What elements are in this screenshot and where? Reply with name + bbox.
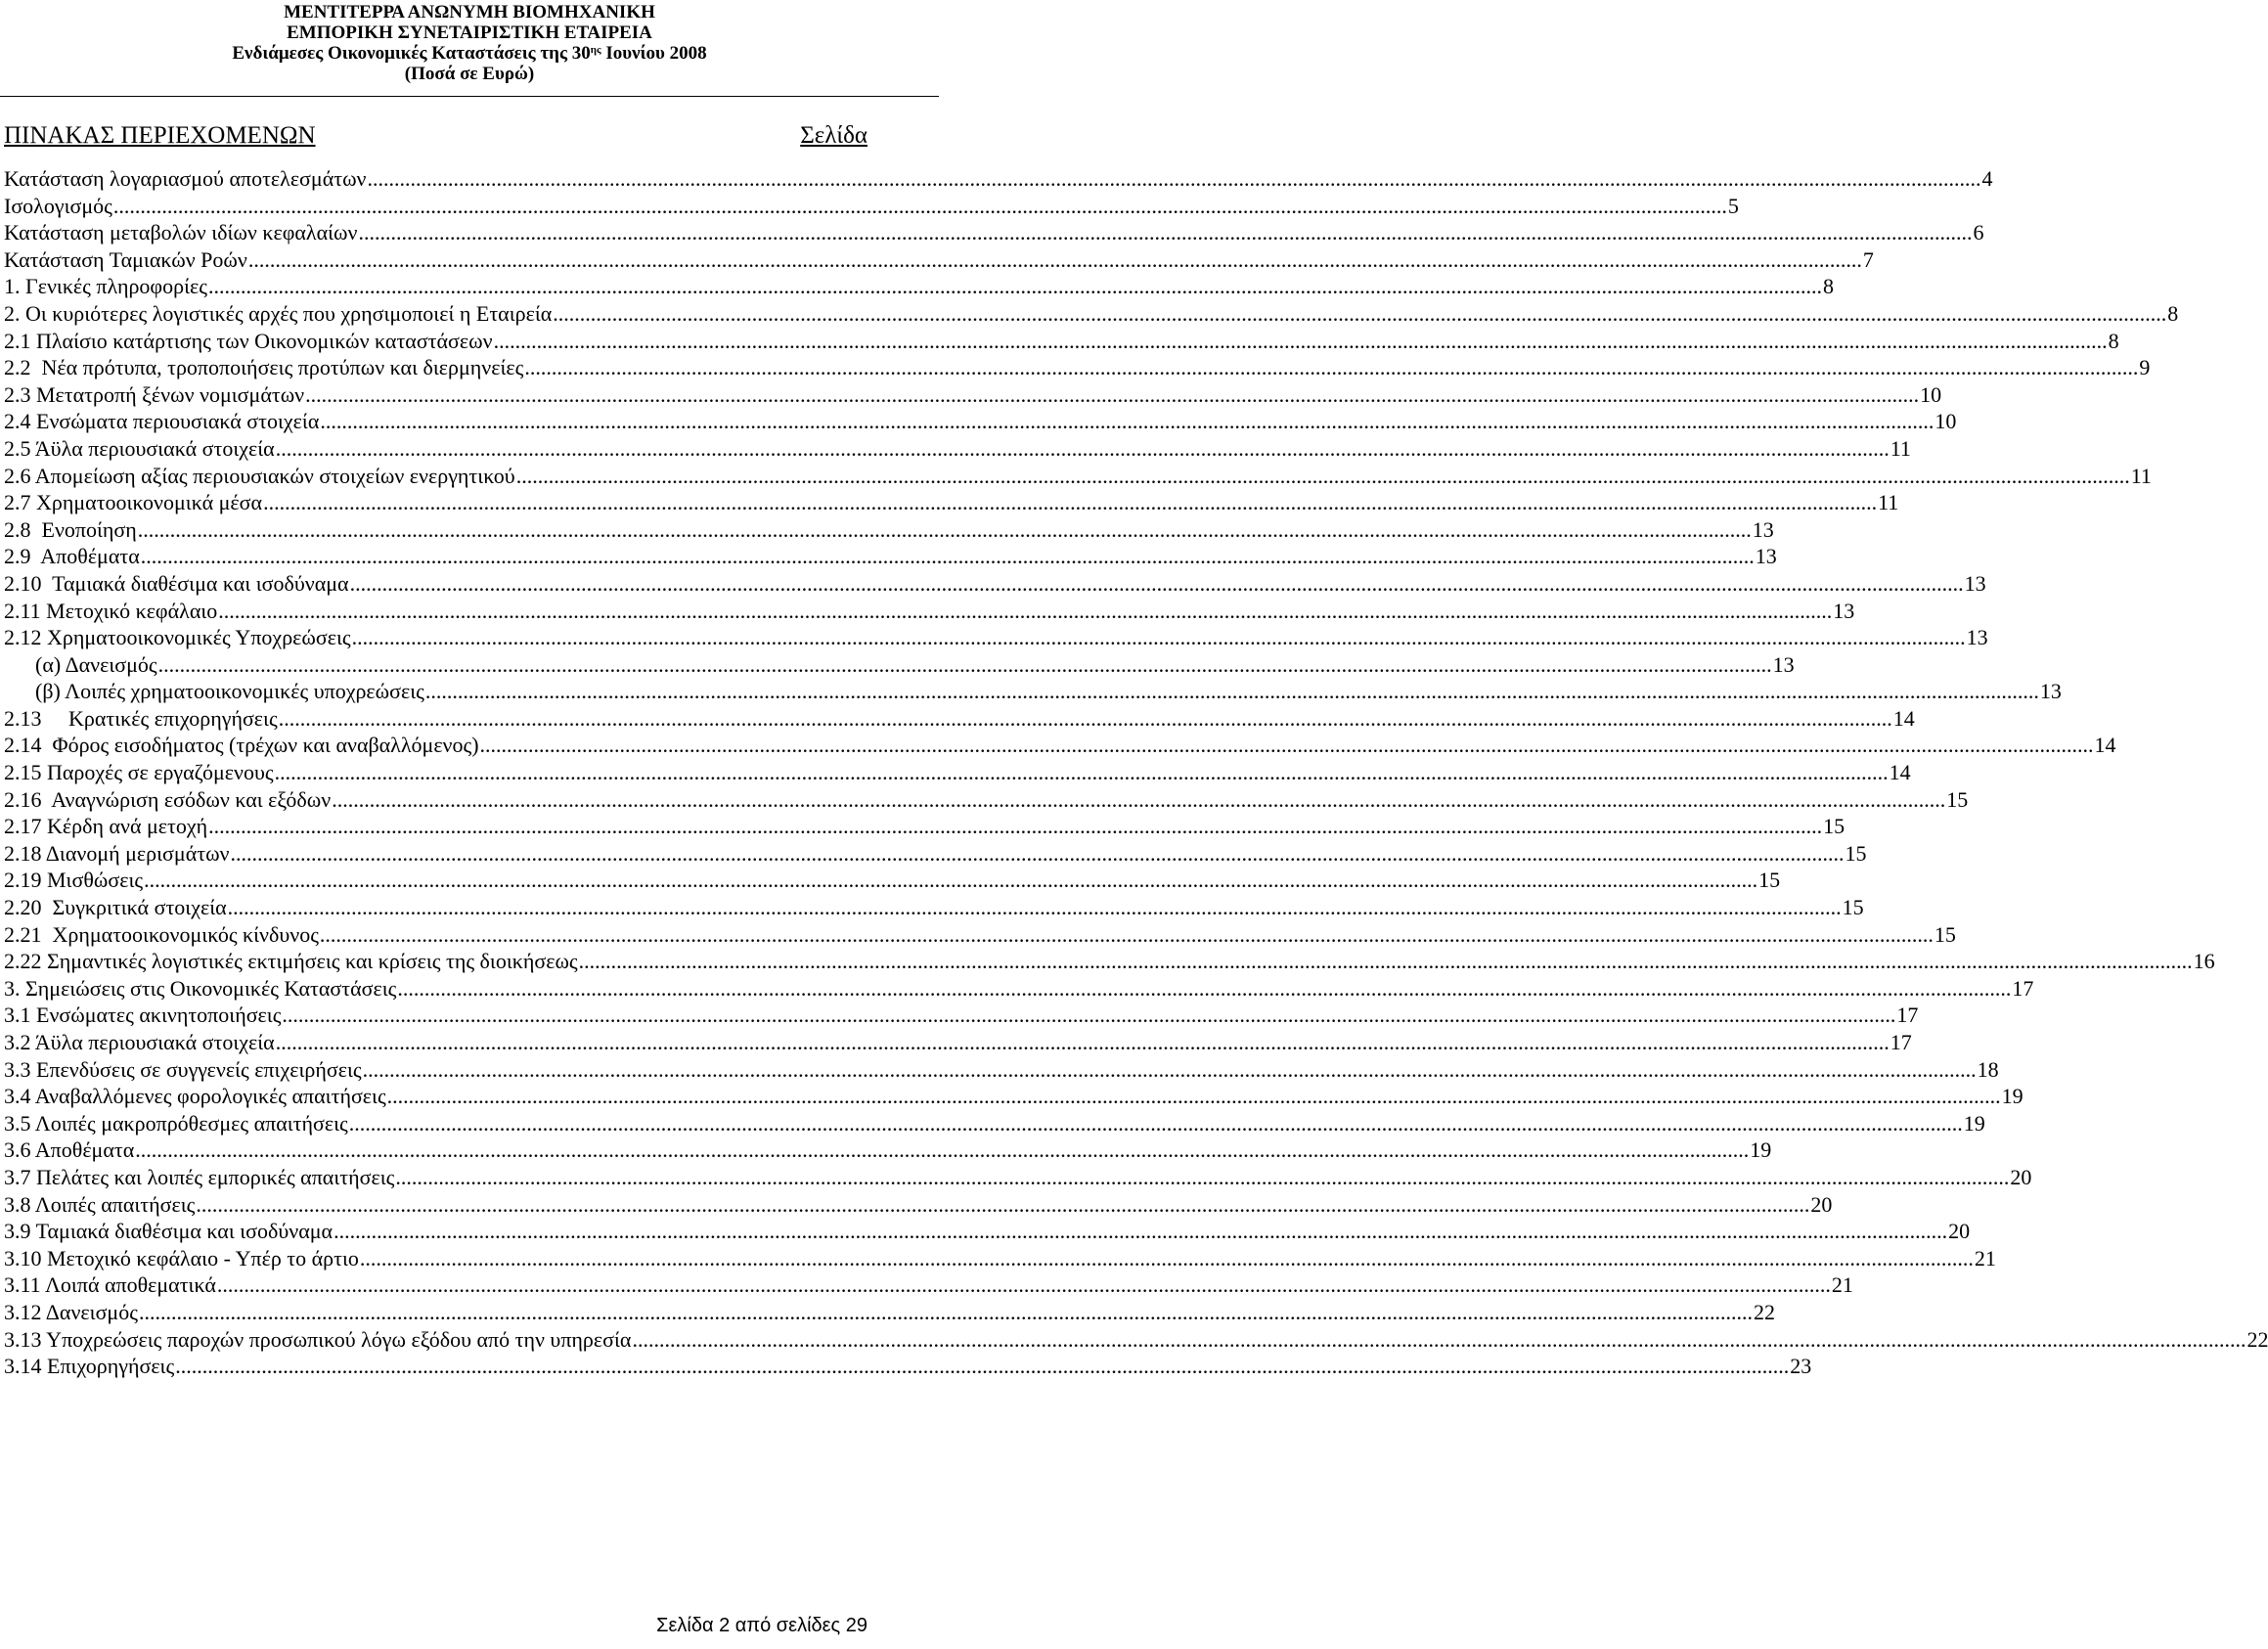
toc-entry[interactable] [4,273,1834,300]
toc-entry[interactable] [4,1299,1775,1326]
toc-entry[interactable] [4,219,1984,246]
toc-entry-label: Κατάσταση μεταβολών ιδίων κεφαλαίων [4,220,358,245]
toc-dot-leader: ............................................................................................................................................................................................................................................................................................................ [218,598,1833,623]
toc-entry[interactable] [4,678,2062,705]
toc-entry[interactable] [4,489,1899,516]
toc-entry-page-number: 21 [1974,1245,1996,1270]
toc-entry-label: 2.6 Απομείωση αξίας περιουσιακών στοιχείων ενεργητικού [4,463,515,488]
toc-dot-leader: ............................................................................................................................................................................................................................................................................................................ [135,1137,1750,1163]
toc-entry-label: 2.9 Αποθέματα [4,544,140,569]
toc-entry-page-number: 17 [1890,1030,1912,1054]
toc-entry-page-number: 8 [2167,300,2179,326]
toc-entry-label: 3.13 Υποχρεώσεις παροχών προσωπικού λόγω εξόδου από την υπηρεσία [4,1326,632,1352]
toc-entry-page-number: 22 [1753,1299,1775,1324]
toc-entry-label: 3.12 Δανεισμός [4,1299,138,1324]
toc-entry-label: (α) Δανεισμός [35,651,157,677]
toc-entry[interactable] [4,193,1739,220]
toc-dot-leader: ............................................................................................................................................................................................................................................................................................................ [578,949,2193,974]
toc-entry-label: 2.13 Κρατικές επιχορηγήσεις [4,705,278,731]
toc-page-column-title: Σελίδα [800,122,867,149]
toc-entry[interactable] [4,1056,1999,1084]
toc-entry-label: 3. Σημειώσεις στις Οικονομικές Καταστάσεις [4,975,397,1001]
toc-dot-leader: ............................................................................................................................................................................................................................................................................................................ [216,1272,1831,1298]
toc-dot-leader: ............................................................................................................................................................................................................................................................................................................ [424,679,2039,704]
toc-entry-page-number: 14 [2094,733,2116,758]
toc-dot-leader: ............................................................................................................................................................................................................................................................................................................ [358,220,1973,245]
toc-entry[interactable] [4,463,2152,490]
toc-entry-label: 3.6 Αποθέματα [4,1137,135,1163]
toc-dot-leader: ............................................................................................................................................................................................................................................................................................................ [319,921,1934,947]
toc-entry-label: 2.19 Μισθώσεις [4,868,144,893]
toc-entry[interactable] [4,651,1795,679]
toc-dot-leader: ............................................................................................................................................................................................................................................................................................................ [386,1084,2001,1109]
toc-entry[interactable] [4,1083,2023,1110]
toc-entry-label: 2.10 Ταμιακά διαθέσιμα και ισοδύναμα [4,570,349,596]
toc-entry-page-number: 22 [2246,1326,2268,1352]
toc-entry[interactable] [4,1245,1996,1272]
toc-entry-page-number: 10 [1934,409,1957,434]
toc-entry[interactable] [4,1353,1812,1380]
toc-dot-leader: ............................................................................................................................................................................................................................................................................................................ [112,193,1727,218]
toc-entry-label: 3.10 Μετοχικό κεφάλαιο - Υπέρ το άρτιο [4,1245,359,1270]
toc-entry-page-number: 15 [1842,895,1864,920]
toc-entry-label: 3.11 Λοιπά αποθεματικά [4,1272,216,1298]
toc-entry[interactable] [4,543,1777,570]
toc-entry-page-number: 20 [1810,1191,1833,1217]
toc-entry-page-number: 11 [1878,490,1899,515]
toc-entry-page-number: 17 [2012,975,2034,1001]
toc-entry[interactable] [4,975,2034,1003]
toc-entry-label: Κατάσταση λογαριασμού αποτελεσμάτων [4,166,367,191]
toc-entry[interactable] [4,1136,1772,1164]
toc-entry[interactable] [4,300,2179,328]
toc-entry-label: 3.3 Επενδύσεις σε συγγενείς επιχειρήσεις [4,1056,362,1082]
toc-dot-leader: ............................................................................................................................................................................................................................................................................................................ [208,814,1823,839]
toc-dot-leader: ............................................................................................................................................................................................................................................................................................................ [230,840,1845,866]
header-divider [0,96,939,97]
company-name-line2: ΕΜΠΟΡΙΚΗ ΣΥΝΕΤΑΙΡΙΣΤΙΚΗ ΕΤΑΙΡΕΙΑ [287,22,652,43]
toc-entry-page-number: 13 [2039,679,2062,704]
toc-dot-leader: ............................................................................................................................................................................................................................................................................................................ [479,733,2094,758]
toc-entry-label: 3.7 Πελάτες και λοιπές εμπορικές απαιτήσεις [4,1164,395,1189]
toc-entry-label: 1. Γενικές πληροφορίες [4,274,207,299]
toc-dot-leader: ............................................................................................................................................................................................................................................................................................................ [137,516,1752,542]
toc-entry[interactable] [4,570,1986,598]
toc-entry-page-number: 16 [2193,949,2215,974]
toc-entry[interactable] [4,1029,1912,1056]
toc-dot-leader: ............................................................................................................................................................................................................................................................................................................ [351,625,1966,650]
toc-dot-leader: ............................................................................................................................................................................................................................................................................................................ [275,1030,1890,1054]
toc-dot-leader: ............................................................................................................................................................................................................................................................................................................ [278,705,1892,731]
toc-entry[interactable] [4,1164,2032,1191]
toc-entry-label: 2.21 Χρηματοοικονομικός κίνδυνος [4,921,319,947]
toc-dot-leader: ............................................................................................................................................................................................................................................................................................................ [359,1245,1974,1270]
toc-dot-leader: ............................................................................................................................................................................................................................................................................................................ [144,868,1758,893]
toc-entry[interactable] [4,867,1781,894]
toc-entry-page-number: 8 [1822,274,1834,299]
toc-dot-leader: ............................................................................................................................................................................................................................................................................................................ [395,1164,2010,1189]
toc-entry-page-number: 8 [2108,328,2119,353]
toc-entry[interactable] [4,813,1846,840]
toc-entry[interactable] [4,1271,1853,1299]
toc-entry-page-number: 11 [2130,463,2152,488]
report-title: Ενδιάμεσες Οικονομικές Καταστάσεις της $30^{\eta\varsigma}$ Ιουνίου 2008 [232,43,707,64]
toc-entry[interactable] [4,1002,1919,1029]
toc-entry-label: 2.4 Ενσώματα περιουσιακά στοιχεία [4,409,320,434]
toc-entry-label: 3.1 Ενσώματες ακινητοποιήσεις [4,1003,282,1028]
toc-entry[interactable] [4,786,1969,814]
toc-dot-leader: ............................................................................................................................................................................................................................................................................................................ [305,381,1920,407]
toc-entry-label: 2.11 Μετοχικό κεφάλαιο [4,598,218,623]
toc-entry[interactable] [4,1110,1985,1137]
toc-entry[interactable] [4,705,1915,733]
toc-dot-leader: ............................................................................................................................................................................................................................................................................................................ [348,1110,1963,1136]
toc-entry-label: 2.20 Συγκριτικά στοιχεία [4,895,227,920]
toc-entry-page-number: 13 [1755,544,1777,569]
toc-dot-leader: ............................................................................................................................................................................................................................................................................................................ [140,544,1755,569]
toc-entry-page-number: 5 [1727,193,1739,218]
toc-dot-leader: ............................................................................................................................................................................................................................................................................................................ [274,760,1889,785]
toc-entry-page-number: 19 [1750,1137,1772,1163]
toc-entry-page-number: 6 [1973,220,1984,245]
toc-entry[interactable] [4,598,1855,625]
toc-dot-leader: ............................................................................................................................................................................................................................................................................................................ [332,786,1946,812]
toc-entry-label: 2.8 Ενοποίηση [4,516,137,542]
toc-entry-label: 2.3 Μετατροπή ξένων νομισμάτων [4,381,305,407]
toc-entry[interactable] [4,732,2116,759]
toc-dot-leader: ............................................................................................................................................................................................................................................................................................................ [632,1326,2246,1352]
toc-dot-leader: ............................................................................................................................................................................................................................................................................................................ [334,1219,1948,1244]
toc-entry[interactable] [4,165,1993,193]
toc-entry-page-number: 15 [1758,868,1781,893]
toc-entry-page-number: 15 [1823,814,1846,839]
toc-entry-page-number: 13 [1772,651,1795,677]
toc-entry-label: 2.2 Νέα πρότυπα, τροποποιήσεις προτύπων και διερμηνείες [4,355,524,380]
ordinal-suffix: ης [590,44,601,56]
toc-entry[interactable] [4,894,1864,921]
toc-entry[interactable] [4,516,1774,544]
toc-entry-page-number: 20 [1948,1219,1971,1244]
toc-dot-leader: ............................................................................................................................................................................................................................................................................................................ [515,463,2130,488]
currency-note: (Ποσά σε Ευρώ) [404,64,535,84]
toc-entry-label: 2. Οι κυριότερες λογιστικές αρχές που χρησιμοποιεί η Εταιρεία [4,300,553,326]
toc-entry-page-number: 15 [1934,921,1956,947]
toc-entry-label: Ισολογισμός [4,193,112,218]
toc-entry-label: 2.7 Χρηματοοικονομικά μέσα [4,490,263,515]
toc-entry-label: 2.15 Παροχές σε εργαζόμενους [4,760,274,785]
toc-entry[interactable] [4,246,1874,274]
toc-entry[interactable] [4,759,1911,786]
toc-entry-label: 2.16 Αναγνώριση εσόδων και εξόδων [4,786,332,812]
toc-entry[interactable] [4,435,1911,463]
toc-dot-leader: ............................................................................................................................................................................................................................................................................................................ [397,975,2012,1001]
toc-entry[interactable] [4,921,1956,949]
toc-entry-page-number: 13 [1966,625,1988,650]
toc-entry[interactable] [4,840,1867,868]
toc-entry-label: 3.8 Λοιπές απαιτήσεις [4,1191,196,1217]
toc-entry-page-number: 19 [2001,1084,2023,1109]
toc-dot-leader: ............................................................................................................................................................................................................................................................................................................ [320,409,1934,434]
toc-dot-leader: ............................................................................................................................................................................................................................................................................................................ [349,570,1964,596]
toc-dot-leader: ............................................................................................................................................................................................................................................................................................................ [138,1299,1753,1324]
toc-dot-leader: ............................................................................................................................................................................................................................................................................................................ [175,1354,1790,1379]
toc-entry-page-number: 11 [1890,435,1911,461]
toc-entry[interactable] [4,624,1988,651]
toc-dot-leader: ............................................................................................................................................................................................................................................................................................................ [263,490,1878,515]
toc-entry-page-number: 20 [2010,1164,2032,1189]
toc-entry-label: 3.9 Ταμιακά διαθέσιμα και ισοδύναμα [4,1219,334,1244]
table-of-contents [4,165,2268,1380]
toc-entry-page-number: 19 [1963,1110,1985,1136]
toc-entry-label: 2.17 Κέρδη ανά μετοχή [4,814,208,839]
toc-dot-leader: ............................................................................................................................................................................................................................................................................................................ [207,274,1822,299]
toc-entry-label: Κατάσταση Ταμιακών Ροών [4,246,247,272]
toc-entry-page-number: 18 [1977,1056,1999,1082]
toc-entry-page-number: 7 [1862,246,1874,272]
toc-entry-label: 2.12 Χρηματοοικονομικές Υποχρεώσεις [4,625,351,650]
toc-dot-leader: ............................................................................................................................................................................................................................................................................................................ [196,1191,1810,1217]
toc-entry-label: 2.5 Άϋλα περιουσιακά στοιχεία [4,435,275,461]
toc-entry-label: 3.5 Λοιπές μακροπρόθεσμες απαιτήσεις [4,1110,348,1136]
toc-entry-page-number: 13 [1752,516,1774,542]
toc-entry-label: 2.1 Πλαίσιο κατάρτισης των Οικονομικών καταστάσεων [4,328,493,353]
toc-entry[interactable] [4,408,1957,435]
toc-entry[interactable] [4,354,2151,381]
toc-entry-page-number: 10 [1920,381,1942,407]
toc-entry[interactable] [4,328,2119,355]
toc-entry-label: 3.4 Αναβαλλόμενες φορολογικές απαιτήσεις [4,1084,386,1109]
toc-entry-label: 3.2 Άϋλα περιουσιακά στοιχεία [4,1030,275,1054]
toc-dot-leader: ............................................................................................................................................................................................................................................................................................................ [157,651,1772,677]
toc-entry[interactable] [4,381,1942,409]
toc-entry-label: 2.14 Φόρος εισοδήματος (τρέχων και αναβαλλόμενος) [4,733,479,758]
toc-dot-leader: ............................................................................................................................................................................................................................................................................................................ [275,435,1890,461]
toc-dot-leader: ............................................................................................................................................................................................................................................................................................................ [524,355,2139,380]
company-name-line1: ΜΕΝΤΙΤΕΡΡΑ ΑΝΩΝΥΜΗ ΒΙΟΜΗΧΑΝΙΚΗ [284,2,655,22]
toc-entry[interactable] [4,1326,2268,1354]
toc-entry-page-number: 23 [1790,1354,1812,1379]
toc-dot-leader: ............................................................................................................................................................................................................................................................................................................ [227,895,1842,920]
toc-entry-page-number: 15 [1946,786,1969,812]
document-header [0,2,939,84]
toc-heading-row [4,121,867,151]
toc-title: ΠΙΝΑΚΑΣ ΠΕΡΙΕΧΟΜΕΝΩΝ [4,122,316,149]
toc-entry-page-number: 21 [1831,1272,1853,1298]
toc-entry-label: (β) Λοιπές χρηματοοικονομικές υποχρεώσεις [35,679,424,704]
page-footer: Σελίδα 2 από σελίδες 29 [656,1615,867,1636]
toc-entry-page-number: 4 [1981,166,1993,191]
toc-entry-label: 2.22 Σημαντικές λογιστικές εκτιμήσεις και κρίσεις της διοικήσεως [4,949,578,974]
toc-dot-leader: ............................................................................................................................................................................................................................................................................................................ [553,300,2167,326]
toc-entry-label: 3.14 Επιχορηγήσεις [4,1354,175,1379]
toc-entry-label: 2.18 Διανομή μερισμάτων [4,840,230,866]
toc-entry[interactable] [4,948,2215,975]
toc-dot-leader: ............................................................................................................................................................................................................................................................................................................ [493,328,2108,353]
toc-dot-leader: ............................................................................................................................................................................................................................................................................................................ [247,246,1862,272]
toc-entry[interactable] [4,1191,1833,1219]
toc-entry-page-number: 13 [1833,598,1855,623]
toc-dot-leader: ............................................................................................................................................................................................................................................................................................................ [367,166,1981,191]
toc-entry-page-number: 14 [1889,760,1911,785]
toc-dot-leader: ............................................................................................................................................................................................................................................................................................................ [282,1003,1896,1028]
toc-entry-page-number: 17 [1896,1003,1919,1028]
toc-entry-page-number: 14 [1892,705,1915,731]
toc-dot-leader: ............................................................................................................................................................................................................................................................................................................ [362,1056,1977,1082]
toc-entry-page-number: 15 [1845,840,1867,866]
toc-entry-page-number: 9 [2139,355,2151,380]
toc-entry-page-number: 13 [1964,570,1986,596]
toc-entry[interactable] [4,1218,1971,1245]
